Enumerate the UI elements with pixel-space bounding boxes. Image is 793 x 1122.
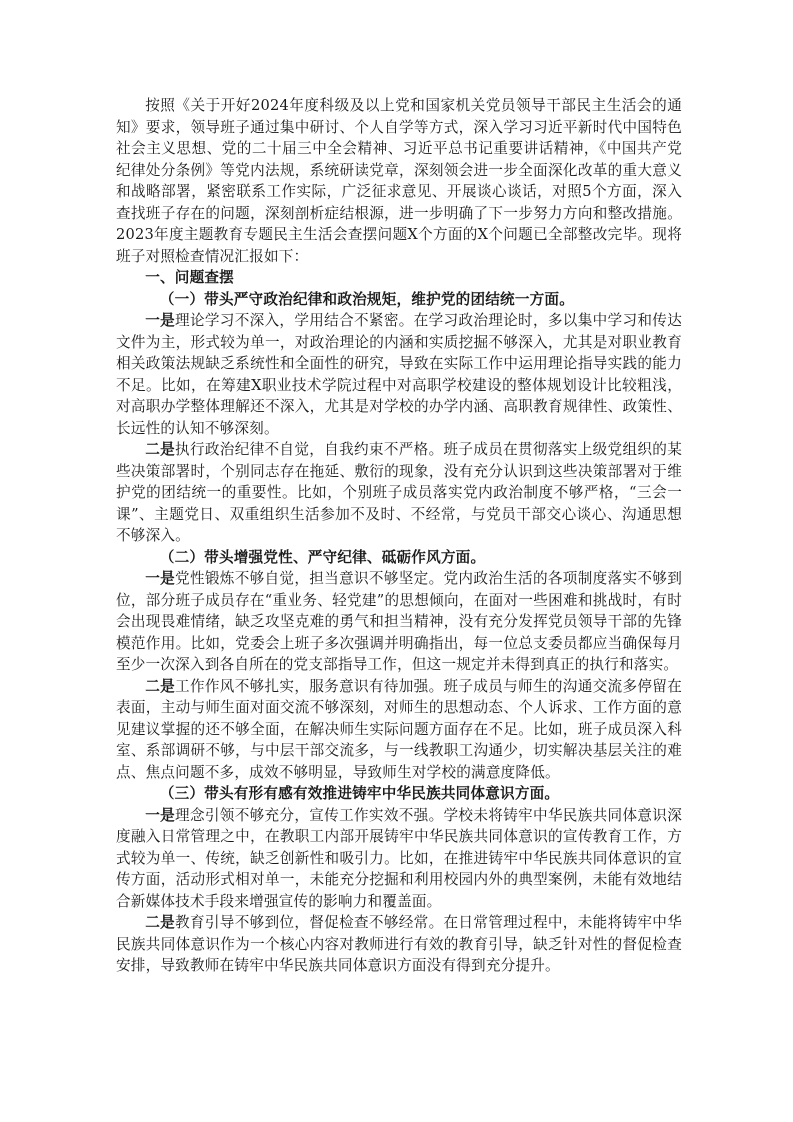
intro-paragraph: 按照《关于开好2024年度科级及以上党和国家机关党员领导干部民主生活会的通知》要求，领导班子通过集中研讨、个人自学等方式，深入学习习近平新时代中国特色社会主义思想、党的二十届三中全会精神、习近平总书记重要讲话精神，《中国共产党纪律处分条例》等党内法规，系统研读党章，深刻领会进一步全面深化改革的重大意义和战略部署，紧密联系工作实际，广泛征求意见、开展谈心谈话，对照5个方面，深入查找班子存在的问题，深刻剖析症结根源，进一步明确了下一步努力方向和整改措施。2023年度主题教育专题民主生活会查摆问题X个方面的X个问题已全部整改完毕。现将班子对照检查情况汇报如下：	[116, 97, 683, 265]
section-2-item-2	[116, 676, 682, 784]
item-text: 理论学习不深入，学用结合不紧密。在学习政治理论时，多以集中学习和传达文件为主，形式较为单一，对政治理论的内涵和实质挖掘不够深入，尤其是对职业教育相关政策法规缺乏系统性和全面性的研究，导致在实际工作中运用理论指导实践的能力不足。比如，在筹建X职业技术学院过程中对高职学校建设的整体规划设计比较粗浅，对高职办学整体理解还不深入，尤其是对学校的办学内涵、高职教育规律性、政策性、长远性的认知不够深刻。	[116, 312, 682, 437]
document-body	[116, 95, 682, 977]
item-lead: 二是	[145, 677, 176, 695]
section-3-item-1	[116, 805, 682, 913]
section-1-item-2	[116, 439, 682, 547]
item-lead: 一是	[145, 312, 176, 329]
item-lead: 二是	[145, 441, 176, 458]
section-2-title: （二）带头增强党性、严守纪律、砥砺作风方面。	[159, 548, 486, 566]
item-lead: 一是	[145, 570, 176, 587]
heading-problem-review: 一、问题查摆	[145, 269, 234, 286]
item-text: 工作作风不够扎实，服务意识有待加强。班子成员与师生的沟通交流多停留在表面，主动与师生面对面交流不够深刻，对师生的思想动态、个人诉求、工作方面的意见建议掌握的还不够全面，在解决师生实际问题方面存在不足。比如，班子成员深入科室、系部调研不够，与中层干部交流多，与一线教职工沟通少，切实解决基层关注的难点、焦点问题不多，成效不够明显，导致师生对学校的满意度降低。	[116, 677, 682, 781]
section-3-item-2	[116, 912, 682, 977]
section-2-item-1	[116, 568, 682, 676]
section-1-item-1	[116, 310, 682, 439]
item-text: 教育引导不够到位，督促检查不够经常。在日常管理过程中，未能将铸牢中华民族共同体意识作为一个核心内容对教师进行有效的教育引导，缺乏针对性的督促检查安排，导致教师在铸牢中华民族共同体意识方面没有得到充分提升。	[116, 914, 682, 974]
item-text: 党性锻炼不够自觉，担当意识不够坚定。党内政治生活的各项制度落实不够到位，部分班子成员存在“重业务、轻党建”的思想倾向，在面对一些困难和挑战时，有时会出现畏难情绪，缺乏攻坚克难的勇气和担当精神，没有充分发挥党员领导干部的先锋模范作用。比如，党委会上班子多次强调并明确指出，每一位总支委员都应当确保每月至少一次深入到各自所在的党支部指导工作，但这一规定并未得到真正的执行和落实。	[116, 570, 682, 673]
section-1-title: （一）带头严守政治纪律和政治规矩，维护党的团结统一方面。	[159, 290, 575, 308]
item-lead: 二是	[145, 914, 176, 931]
item-lead: 一是	[145, 806, 176, 824]
item-text: 理念引领不够充分，宣传工作实效不强。学校未将铸牢中华民族共同体意识深度融入日常管理之中，在教职工内部开展铸牢中华民族共同体意识的宣传教育工作，方式较为单一、传统，缺乏创新性和吸引力。比如，在推进铸牢中华民族共同体意识的宣传方面，活动形式相对单一，未能充分挖掘和利用校园内外的典型案例，未能有效地结合新媒体技术手段来增强宣传的影响力和覆盖面。	[116, 806, 682, 910]
section-3-title: （三）带头有形有感有效推进铸牢中华民族共同体意识方面。	[159, 785, 560, 802]
item-text: 执行政治纪律不自觉，自我约束不严格。班子成员在贯彻落实上级党组织的某些决策部署时，个别同志存在拖延、敷衍的现象，没有充分认识到这些决策部署对于维护党的团结统一的重要性。比如，个别班子成员落实党内政治制度不够严格，“三会一课”、主题党日、双重组织生活参加不及时、不经常，与党员干部交心谈心、沟通思想不够深入。	[116, 441, 682, 544]
